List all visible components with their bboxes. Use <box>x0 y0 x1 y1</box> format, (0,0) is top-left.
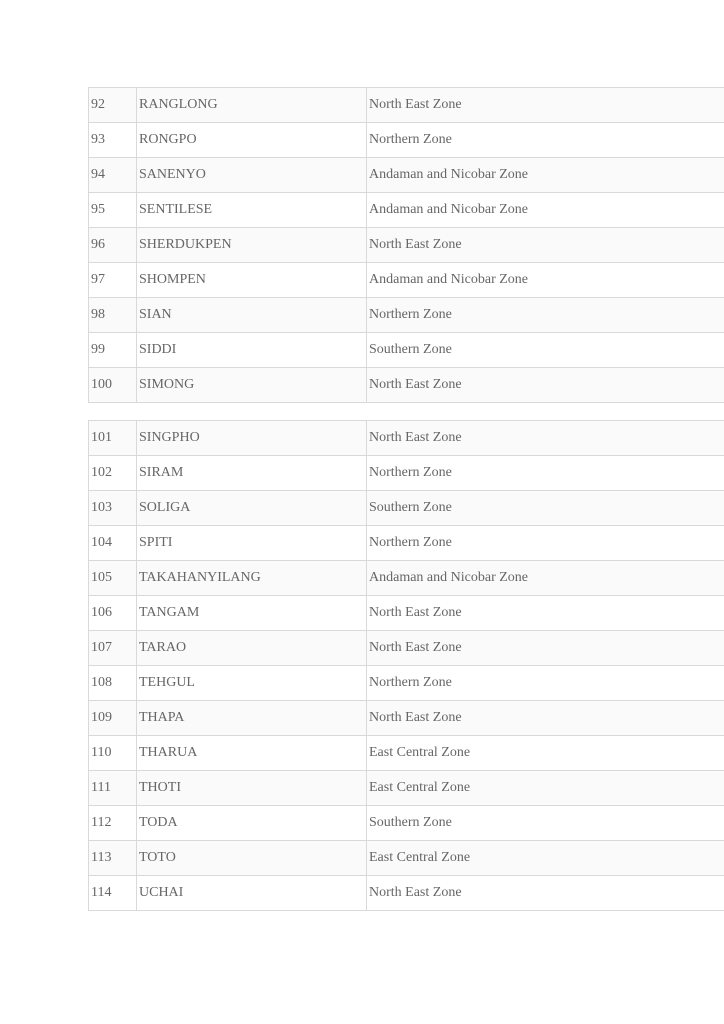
zone-name: North East Zone <box>367 88 724 123</box>
row-number: 93 <box>89 123 137 158</box>
tribe-name: SPITI <box>137 526 367 561</box>
row-number: 110 <box>89 736 137 771</box>
table-body <box>89 88 724 403</box>
table-row <box>89 736 724 771</box>
row-number: 98 <box>89 298 137 333</box>
zone-table-part-2 <box>88 420 724 911</box>
row-number: 108 <box>89 666 137 701</box>
zone-name: East Central Zone <box>367 736 724 771</box>
table-row <box>89 491 724 526</box>
tribe-name: THAPA <box>137 701 367 736</box>
row-number: 112 <box>89 806 137 841</box>
zone-name: North East Zone <box>367 368 724 403</box>
row-number: 114 <box>89 876 137 911</box>
table-row <box>89 701 724 736</box>
table-row <box>89 631 724 666</box>
table-row <box>89 228 724 263</box>
zone-name: North East Zone <box>367 701 724 736</box>
row-number: 95 <box>89 193 137 228</box>
table-row <box>89 421 724 456</box>
tribe-name: SENTILESE <box>137 193 367 228</box>
zone-name: Andaman and Nicobar Zone <box>367 263 724 298</box>
table-row <box>89 368 724 403</box>
zone-name: North East Zone <box>367 596 724 631</box>
tribe-name: TOTO <box>137 841 367 876</box>
zone-name: Northern Zone <box>367 123 724 158</box>
row-number: 109 <box>89 701 137 736</box>
row-number: 100 <box>89 368 137 403</box>
row-number: 106 <box>89 596 137 631</box>
table-row <box>89 193 724 228</box>
tribe-name: TODA <box>137 806 367 841</box>
table-body <box>89 421 724 911</box>
row-number: 96 <box>89 228 137 263</box>
tribe-name: TANGAM <box>137 596 367 631</box>
zone-name: Southern Zone <box>367 806 724 841</box>
table-row <box>89 666 724 701</box>
row-number: 102 <box>89 456 137 491</box>
row-number: 107 <box>89 631 137 666</box>
row-number: 101 <box>89 421 137 456</box>
tribe-name: TARAO <box>137 631 367 666</box>
zone-name: Northern Zone <box>367 666 724 701</box>
zone-name: Northern Zone <box>367 526 724 561</box>
zone-name: North East Zone <box>367 421 724 456</box>
zone-name: Andaman and Nicobar Zone <box>367 193 724 228</box>
table-row <box>89 158 724 193</box>
row-number: 111 <box>89 771 137 806</box>
tribe-name: SHOMPEN <box>137 263 367 298</box>
row-number: 105 <box>89 561 137 596</box>
table-row <box>89 333 724 368</box>
zone-name: Southern Zone <box>367 491 724 526</box>
table-row <box>89 123 724 158</box>
row-number: 94 <box>89 158 137 193</box>
zone-table-part-1 <box>88 87 724 403</box>
tribe-name: RONGPO <box>137 123 367 158</box>
tribe-name: UCHAI <box>137 876 367 911</box>
zone-name: North East Zone <box>367 876 724 911</box>
table-row <box>89 806 724 841</box>
zone-name: East Central Zone <box>367 841 724 876</box>
zone-name: Northern Zone <box>367 456 724 491</box>
row-number: 113 <box>89 841 137 876</box>
row-number: 103 <box>89 491 137 526</box>
row-number: 97 <box>89 263 137 298</box>
tribe-name: SOLIGA <box>137 491 367 526</box>
tribe-name: SIDDI <box>137 333 367 368</box>
table-row <box>89 561 724 596</box>
tribe-name: SINGPHO <box>137 421 367 456</box>
tribe-name: TAKAHANYILANG <box>137 561 367 596</box>
zone-name: Andaman and Nicobar Zone <box>367 561 724 596</box>
zone-name: Southern Zone <box>367 333 724 368</box>
table-row <box>89 526 724 561</box>
table-row <box>89 88 724 123</box>
row-number: 99 <box>89 333 137 368</box>
zone-name: Andaman and Nicobar Zone <box>367 158 724 193</box>
table-row <box>89 771 724 806</box>
zone-name: East Central Zone <box>367 771 724 806</box>
zone-name: North East Zone <box>367 228 724 263</box>
tribe-name: SANENYO <box>137 158 367 193</box>
row-number: 92 <box>89 88 137 123</box>
tribe-name: THOTI <box>137 771 367 806</box>
tribe-name: RANGLONG <box>137 88 367 123</box>
tribe-name: SHERDUKPEN <box>137 228 367 263</box>
table-row <box>89 841 724 876</box>
tribe-name: TEHGUL <box>137 666 367 701</box>
table-row <box>89 596 724 631</box>
tribe-name: SIAN <box>137 298 367 333</box>
table-row <box>89 876 724 911</box>
zone-name: Northern Zone <box>367 298 724 333</box>
zone-name: North East Zone <box>367 631 724 666</box>
tribe-name: SIRAM <box>137 456 367 491</box>
tribe-name: THARUA <box>137 736 367 771</box>
table-row <box>89 456 724 491</box>
row-number: 104 <box>89 526 137 561</box>
table-row <box>89 298 724 333</box>
table-row <box>89 263 724 298</box>
tribe-name: SIMONG <box>137 368 367 403</box>
